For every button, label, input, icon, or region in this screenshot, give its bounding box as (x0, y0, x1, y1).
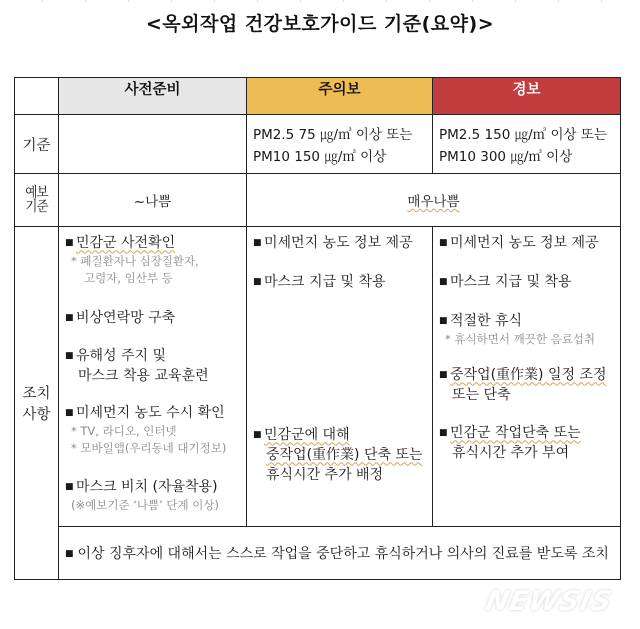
guide-table (14, 77, 621, 580)
forecast-row (15, 174, 621, 227)
top-edge-artifact (0, 0, 640, 2)
bullet-square-icon: ■ (439, 428, 448, 439)
header-caution: 주의보 (247, 78, 433, 115)
bullet-square-icon: ■ (253, 277, 262, 288)
bullet-square-icon: ■ (65, 482, 74, 493)
forecast-caution-alert (247, 174, 621, 227)
criteria-preparation (59, 115, 247, 174)
alert-item-heavy-work-adjust: ■ 중작업(重作業) 일정 조정 또는 단축 (439, 367, 607, 404)
criteria-alert (433, 115, 621, 174)
common-action-text: 이상 징후자에 대해서는 스스로 작업을 중단하고 휴식하거나 의사의 진료를 받도록 조치 (77, 545, 609, 562)
page-title: <옥외작업 건강보호가이드 기준(요약)> (145, 13, 495, 35)
actions-preparation (59, 227, 247, 527)
caution-item-dust-info: ■ 미세먼지 농도 정보 제공 (253, 235, 413, 252)
caution-item-sensitive-workload: ■ 민감군에 대해 중작업(重作業) 단축 또는 휴식시간 추가 배정 (253, 427, 423, 484)
forecast-label-line1: 예보 (25, 185, 48, 202)
common-action-row (15, 526, 621, 579)
header-alert: 경보 (433, 78, 621, 115)
actions-caution (247, 227, 433, 527)
bullet-square-icon: ■ (65, 351, 74, 362)
actions-alert (433, 227, 621, 527)
caution-item-mask: ■ 마스크 지급 및 착용 (253, 274, 386, 291)
forecast-very-bad-text: 매우나쁨 (407, 194, 460, 211)
bullet-square-icon: ■ (65, 408, 74, 419)
prep-item-emergency-network: ■ 비상연락망 구축 (65, 310, 176, 327)
header-preparation: 사전준비 (59, 78, 247, 115)
header-row (15, 78, 621, 115)
alert-item-mask: ■ 마스크 지급 및 착용 (439, 274, 572, 291)
common-action (59, 526, 621, 579)
criteria-caution-line1: PM2.5 75 ㎍/㎥ 이상 또는 (253, 127, 413, 144)
forecast-label-line2: 기준 (25, 199, 48, 216)
forecast-label (15, 174, 59, 227)
prep-item-mask-supply: ■ 마스크 비치 (자율착용) (※예보기준 ‘나쁨’ 단계 이상) (65, 479, 219, 513)
bullet-square-icon: ■ (253, 430, 262, 441)
criteria-caution (247, 115, 433, 174)
prep-item-sensitive-check: ■ 민감군 사전확인 * 폐질환자나 심장질환자, 고령자, 임산부 등 (65, 235, 199, 286)
alert-item-dust-info: ■ 미세먼지 농도 정보 제공 (439, 235, 599, 252)
forecast-preparation: ~나쁨 (59, 174, 247, 227)
criteria-row (15, 115, 621, 174)
bullet-square-icon: ■ (439, 277, 448, 288)
alert-item-sensitive-reduce: ■ 민감군 작업단축 또는 휴식시간 추가 부여 (439, 425, 581, 462)
alert-item-rest: ■ 적절한 휴식 * 휴식하면서 깨끗한 음료섭취 (439, 313, 596, 347)
criteria-alert-line1: PM2.5 150 ㎍/㎥ 이상 또는 (439, 127, 607, 144)
header-corner (15, 78, 59, 115)
prep-item-hazard-training: ■ 유해성 주지 및 마스크 착용 교육훈련 (65, 348, 209, 385)
actions-row (15, 227, 621, 527)
prep-item-dust-monitoring: ■ 미세먼지 농도 수시 확인 * TV, 라디오, 인터넷 * 모바일앱(우리동네 대기정보) (65, 405, 227, 456)
actions-label (15, 227, 59, 580)
actions-label-line1: 조치 (22, 386, 51, 403)
bullet-square-icon: ■ (439, 316, 448, 327)
newsis-watermark-logo: NEWSIS (482, 586, 616, 617)
bullet-square-icon: ■ (65, 313, 74, 324)
criteria-label: 기준 (15, 115, 59, 174)
bullet-square-icon: ■ (65, 548, 74, 559)
bullet-square-icon: ■ (439, 238, 448, 249)
bullet-square-icon: ■ (253, 238, 262, 249)
bullet-square-icon: ■ (65, 238, 74, 249)
bullet-square-icon: ■ (439, 370, 448, 381)
actions-label-line2: 사항 (22, 407, 51, 424)
criteria-caution-line2: PM10 150 ㎍/㎥ 이상 (253, 149, 387, 166)
criteria-alert-line2: PM10 300 ㎍/㎥ 이상 (439, 149, 573, 166)
